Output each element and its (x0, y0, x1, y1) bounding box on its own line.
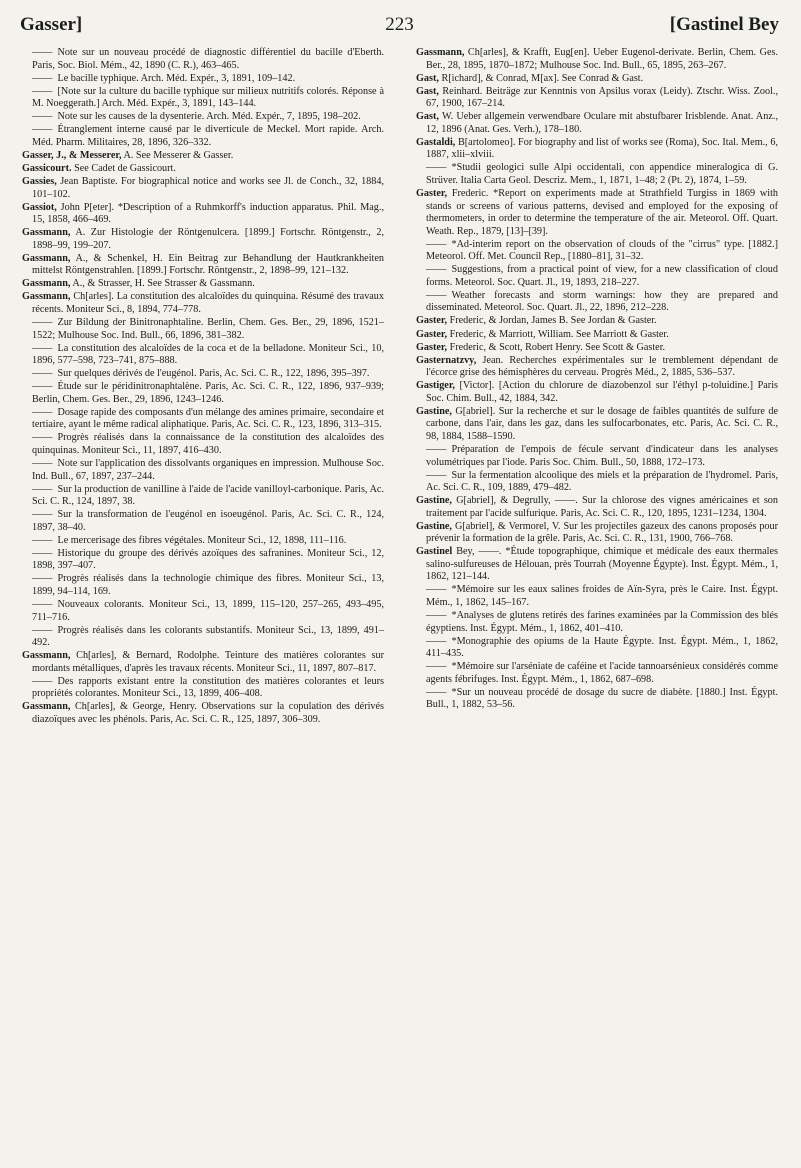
entry-citation-text: *Monographie des opiums de la Haute Égypte. Inst. Égypt. Mém., 1, 1862, 411–435. (426, 635, 778, 660)
entry-citation-text: Note sur les causes de la dysenterie. Arch. Méd. Expér., 7, 1895, 198–202. (57, 111, 361, 123)
bibliography-entry (416, 355, 778, 380)
bibliography-entry (416, 290, 778, 315)
bibliography-entry (22, 150, 384, 163)
entry-citation-text: Jean. Recherches expérimentales sur le tremblement dépendant de l'écorce grise des hémisphères du cerveau. Progrès Méd., 2, 1885, 536–537. (426, 354, 778, 379)
entry-citation-text: Ch[arles], & Krafft, Eug[en]. Ueber Eugenol-derivate. Berlin, Chem. Ges. Ber., 28, 1895, 1870–1872; Mulhouse Soc. Ind. Bull., 65, 1895, 263–267. (426, 47, 778, 71)
entry-citation-text: G[abriel], & Degrully, ——. Sur la chlorose des vignes américaines et son traitement par l'acide sulfurique. Paris, Ac. Sci. C. R., 120, 1895, 1231–1234, 1304. (426, 495, 778, 519)
bibliography-entry (416, 521, 778, 546)
entry-citation-text: Préparation de l'empois de fécule servant d'indicateur dans les analyses volumétriques par l'iode. Paris Soc. Chim. Bull., 50, 1888, 172–173. (426, 443, 778, 468)
bibliography-entry (22, 176, 384, 201)
bibliography-entry (22, 343, 384, 368)
bibliography-entry (416, 111, 778, 136)
bibliography-entry (22, 407, 384, 432)
bibliography-entry (22, 509, 384, 534)
entry-citation-text: Nouveaux colorants. Moniteur Sci., 13, 1899, 115–120, 257–265, 493–495, 711–716. (32, 599, 384, 623)
entry-author-heading: Gast, (416, 72, 439, 84)
entry-citation-text: A. See Messerer & Gasser. (121, 149, 234, 161)
entry-citation-text: *Studii geologici sulle Alpi occidentali, con appendice mineralogica di G. Strüver. Italia Carta Geol. Descriz. Mem., 1, 1871, 1–48; 2 (Pt. 2), 1874, 1–59. (426, 162, 778, 186)
entry-citation-text: Weather forecasts and storm warnings: how they are prepared and disseminated. Meteorol. Soc. Quart. Jl., 22, 1896, 212–228. (426, 289, 778, 314)
entry-author-heading: Gastiger, (416, 380, 455, 392)
bibliography-entry (22, 124, 384, 149)
bibliography-entry (416, 342, 778, 355)
entry-citation-text: Historique du groupe des dérivés azoïques des safranines. Moniteur Sci., 12, 1898, 397–407. (32, 547, 384, 572)
bibliography-entry (22, 86, 384, 111)
bibliography-entry (416, 137, 778, 162)
bibliography-entry (416, 239, 778, 264)
bibliography-entry (22, 73, 384, 86)
bibliography-entry (22, 47, 384, 72)
entry-author-heading: Gassmann, (22, 227, 71, 239)
entry-citation-text: Ch[arles]. La constitution des alcaloïdes du quinquina. Résumé des travaux récents. Moniteur Sci., 8, 1894, 774–778. (32, 291, 384, 315)
entry-citation-text: B[artolomeo]. For biography and list of works see (Roma), Soc. Ital. Mem., 6, 1887, xlii–xlviii. (426, 136, 778, 161)
entry-citation-text: [Victor]. [Action du chlorure de diazobenzol sur l'éthyl p-toluidine.] Paris Soc. Chim. Bull., 42, 1884, 342. (426, 380, 778, 404)
entry-citation-text: *Mémoire sur les eaux salines froides de Aïn-Syra, près le Caire. Inst. Égypt. Mém., 1, 1862, 145–167. (426, 584, 778, 609)
entry-citation-text: A., & Schenkel, H. Ein Beitrag zur Behandlung der Hautkrankheiten mittelst Röntgenstrahlen. [1899.] Fortschr. Röntgenstr., 2, 1898–99, 121–132. (32, 252, 384, 277)
entry-citation-text: La constitution des alcaloïdes de la coca et de la belladone. Moniteur Sci., 10, 1896, 577–598, 723–741, 875–888. (32, 342, 384, 367)
entry-citation-text: Étranglement interne causé par le diverticule de Meckel. Mort rapide. Arch. Méd. Pharm. Militaires, 28, 1896, 326–332. (32, 124, 384, 148)
entry-citation-text: Le bacille typhique. Arch. Méd. Expér., 3, 1891, 109–142. (57, 72, 296, 84)
entry-citation-text: Le mercerisage des fibres végétales. Moniteur Sci., 12, 1898, 111–116. (57, 534, 347, 546)
entry-author-heading: Gaster, (416, 188, 448, 200)
bibliography-entry (416, 406, 778, 444)
entry-author-heading: Gast, (416, 85, 439, 97)
entry-citation-text: *Mémoire sur l'arséniate de caféine et l'acide tannoarsénieux considérés comme agents fébrifuges. Inst. Égypt. Mém., 1, 1862, 687–698. (426, 661, 778, 685)
bibliography-entry (22, 548, 384, 573)
bibliography-entry (22, 701, 384, 726)
entry-author-heading: Gasternatzvy, (416, 354, 477, 366)
bibliography-entry (22, 599, 384, 624)
page-number: 223 (385, 14, 414, 35)
entry-citation-text: Des rapports existant entre la constitution des matières colorantes et leurs propriétés colorantes. Moniteur Sci., 13, 1899, 406–408. (32, 675, 384, 700)
bibliography-entry (22, 291, 384, 316)
entry-citation-text: Jean Baptiste. For biographical notice and works see Jl. de Conch., 32, 1884, 101–102. (32, 175, 384, 200)
bibliography-entry (416, 264, 778, 289)
entry-author-heading: Gaster, (416, 341, 448, 353)
entry-citation-text: Progrès réalisés dans les colorants substantifs. Moniteur Sci., 13, 1899, 491–492. (32, 624, 384, 649)
entry-citation-text: Frederic, & Jordan, James B. See Jordan & Gaster. (447, 315, 657, 327)
entry-citation-text: *Analyses de glutens retirés des farines examinées par la Commission des blés égyptiens. Inst. Égypt. Mém., 1, 1862, 401–410. (426, 610, 778, 634)
bibliography-entry (416, 86, 778, 111)
bibliography-entry (416, 188, 778, 238)
entry-citation-text: A. Zur Histologie der Röntgenulcera. [1899.] Fortschr. Röntgenstr., 2, 1898–99, 199–207. (32, 227, 384, 251)
bibliography-entry (22, 317, 384, 342)
bibliography-entry (22, 163, 384, 176)
entry-citation-text: G[abriel]. Sur la recherche et sur le dosage de faibles quantités de sulfure de carbone, dans l'air, dans les gaz, dans les sulfocarbonates, etc. Paris, Ac. Sci. C. R., 98, 1884, 1588–1590. (426, 405, 778, 442)
entry-author-heading: Gaster, (416, 315, 448, 327)
entry-author-heading: Gast, (416, 111, 439, 123)
bibliography-entry (22, 625, 384, 650)
bibliography-entry (22, 650, 384, 675)
entry-citation-text: Progrès réalisés dans la connaissance de la constitution des alcaloïdes des quinquinas. Moniteur Sci., 11, 1897, 416–430. (32, 432, 384, 456)
entry-citation-text: Progrès réalisés dans la technologie chimique des fibres. Moniteur Sci., 13, 1899, 94–114, 169. (32, 573, 384, 597)
entry-author-heading: Gassmann, (416, 47, 465, 58)
bibliography-entry (22, 458, 384, 483)
bibliography-entry (22, 573, 384, 598)
entry-citation-text: Dosage rapide des composants d'un mélange des amines primaire, secondaire et tertiaire, ayant le même radical aliphatique. Paris, Ac. Sci. C. R., 123, 1896, 313–315. (32, 406, 384, 431)
entry-author-heading: Gassmann, (22, 701, 71, 713)
entry-citation-text: Note sur un nouveau procédé de diagnostic différentiel du bacille d'Eberth. Paris, Soc. Biol. Mém., 42, 1890 (C. R.), 463–465. (32, 47, 384, 71)
running-head-last-entry: [Gastinel Bey (669, 14, 779, 35)
entry-citation-text: See Cadet de Gassicourt. (71, 162, 176, 174)
entry-author-heading: Gaster, (416, 328, 448, 340)
running-head (20, 14, 779, 38)
entry-citation-text: Suggestions, from a practical point of view, for a new classification of cloud forms. Meteorol. Soc. Quart. Jl., 19, 1893, 218–227. (426, 264, 778, 288)
entry-citation-text: *Ad-interim report on the observation of clouds of the "cirrus" type. [1882.] Meteorol. Off. Met. Council Rep., [1880–81], 31–32. (426, 238, 778, 263)
entry-citation-text: Étude sur le péridinitronaphtalène. Paris, Ac. Sci. C. R., 122, 1896, 937–939; Berlin, Chem. Ges. Ber., 29, 1896, 1243–1246. (32, 381, 384, 405)
bibliography-entry (22, 676, 384, 701)
entry-citation-text: Sur quelques dérivés de l'eugénol. Paris, Ac. Sci. C. R., 122, 1896, 395–397. (57, 368, 370, 380)
entry-author-heading: Gassmann, (22, 278, 71, 290)
entry-author-heading: Gassmann, (22, 252, 71, 264)
bibliography-entry (22, 111, 384, 124)
bibliography-entry (416, 636, 778, 661)
bibliography-entry (416, 162, 778, 187)
bibliography-entry (416, 315, 778, 328)
entry-citation-text: Zur Bildung der Binitronaphtaline. Berlin, Chem. Ges. Ber., 29, 1896, 1521–1522; Mulhouse Soc. Ind. Bull., 66, 1896, 381–382. (32, 316, 384, 341)
entry-author-heading: Gassmann, (22, 291, 71, 303)
bibliography-entry (22, 484, 384, 509)
entry-author-heading: Gastine, (416, 405, 452, 417)
entry-citation-text: A., & Strasser, H. See Strasser & Gassmann. (70, 278, 255, 290)
bibliography-entry (22, 278, 384, 291)
bibliography-entry (22, 432, 384, 457)
entry-author-heading: Gassicourt. (22, 162, 72, 174)
entry-citation-text: Reinhard. Beiträge zur Kenntnis von Apsilus vorax (Leidy). Ztschr. Wiss. Zool., 67, 1900, 167–214. (426, 85, 778, 110)
entry-author-heading: Gassies, (22, 175, 57, 187)
bibliography-entry (416, 73, 778, 86)
bibliography-entry (22, 368, 384, 381)
bibliography-entry (416, 661, 778, 686)
bibliography-entry (22, 381, 384, 406)
entry-citation-text: Ch[arles], & Bernard, Rodolphe. Teinture des matières colorantes sur mordants métalliques, d'après les travaux récents. Moniteur Sci., 11, 1897, 807–817. (32, 650, 384, 674)
right-column (416, 47, 778, 712)
entry-author-heading: Gastinel (416, 546, 453, 558)
entry-citation-text: W. Ueber allgemein verwendbare Oculare mit abstufbarer Irisblende. Anat. Anz., 12, 1896 (Anat. Ges. Verh.), 178–180. (426, 111, 778, 135)
bibliography-entry (416, 329, 778, 342)
bibliography-entry (416, 47, 778, 72)
entry-citation-text: John P[eter]. *Description of a Ruhmkorff's induction apparatus. Phil. Mag., 15, 1858, 466–469. (32, 201, 384, 226)
entry-citation-text: Frederic. *Report on experiments made at Strathfield Turgiss in 1869 with stands or screens of various patterns, devised and employed for the exposing of thermometers, in order to determine the temperature of the air. Meteorol. Off. Quart. Weath. Rep., 1879, [13]–[39]. (426, 188, 778, 237)
entry-author-heading: Gastine, (416, 495, 452, 507)
entry-author-heading: Gastine, (416, 520, 452, 532)
entry-citation-text: Note sur l'application des dissolvants organiques en impression. Mulhouse Soc. Ind. Bull., 67, 1897, 237–244. (32, 458, 384, 482)
entry-author-heading: Gasser, J., & Messerer, (22, 149, 122, 161)
left-column (22, 47, 384, 727)
entry-citation-text: Ch[arles], & George, Henry. Observations sur la copulation des dérivés diazoïques avec les phénols. Paris, Ac. Sci. C. R., 125, 1897, 306–309. (32, 701, 384, 725)
bibliography-entry (416, 380, 778, 405)
entry-citation-text: Sur la fermentation alcoolique des miels et la préparation de l'hydromel. Paris, Ac. Sci. C. R., 109, 1889, 479–482. (426, 469, 778, 494)
entry-citation-text: Sur la production de vanilline à l'aide de l'acide vanilloyl-carbonique. Paris, Ac. Sci. C. R., 124, 1897, 38. (32, 483, 384, 508)
bibliography-entry (22, 227, 384, 252)
bibliography-entry (22, 202, 384, 227)
entry-author-heading: Gassiot, (22, 201, 57, 213)
entry-citation-text: *Sur un nouveau procédé de dosage du sucre de diabète. [1880.] Inst. Égypt. Bull., 1, 1882, 53–56. (426, 686, 778, 711)
bibliography-entry (416, 546, 778, 584)
entry-author-heading: Gastaldi, (416, 136, 456, 148)
entry-citation-text: Bey, ——. *Étude topographique, chimique et médicale des eaux thermales salino-sulfureuses de Hélouan, près Tourrah (Moyenne Égypte). Inst. Égypt. Mém., 1, 1862, 121–144. (426, 546, 778, 583)
bibliography-entry (416, 610, 778, 635)
entry-citation-text: Sur la transformation de l'eugénol en isoeugénol. Paris, Ac. Sci. C. R., 124, 1897, 38–40. (32, 509, 384, 533)
bibliography-entry (416, 444, 778, 469)
entry-author-heading: Gassmann, (22, 650, 71, 662)
entry-citation-text: R[ichard], & Conrad, M[ax]. See Conrad & Gast. (438, 72, 644, 84)
bibliography-entry (22, 253, 384, 278)
entry-citation-text: Frederic, & Scott, Robert Henry. See Scott & Gaster. (447, 341, 666, 353)
bibliography-entry (22, 535, 384, 548)
bibliography-entry (416, 470, 778, 495)
entry-citation-text: Frederic, & Marriott, William. See Marriott & Gaster. (447, 328, 669, 340)
bibliography-entry (416, 495, 778, 520)
bibliography-entry (416, 687, 778, 712)
running-head-first-entry: Gasser] (20, 14, 83, 35)
bibliography-entry (416, 584, 778, 609)
entry-citation-text: G[abriel], & Vermorel, V. Sur les projectiles gazeux des canons proposés pour prévenir la formation de la grêle. Paris, Ac. Sci. C. R., 131, 1900, 766–768. (426, 520, 778, 545)
entry-citation-text: [Note sur la culture du bacille typhique sur milieux nutritifs colorés. Réponse à M. Noeggerath.] Arch. Méd. Expér., 3, 1891, 143–144. (32, 85, 384, 110)
